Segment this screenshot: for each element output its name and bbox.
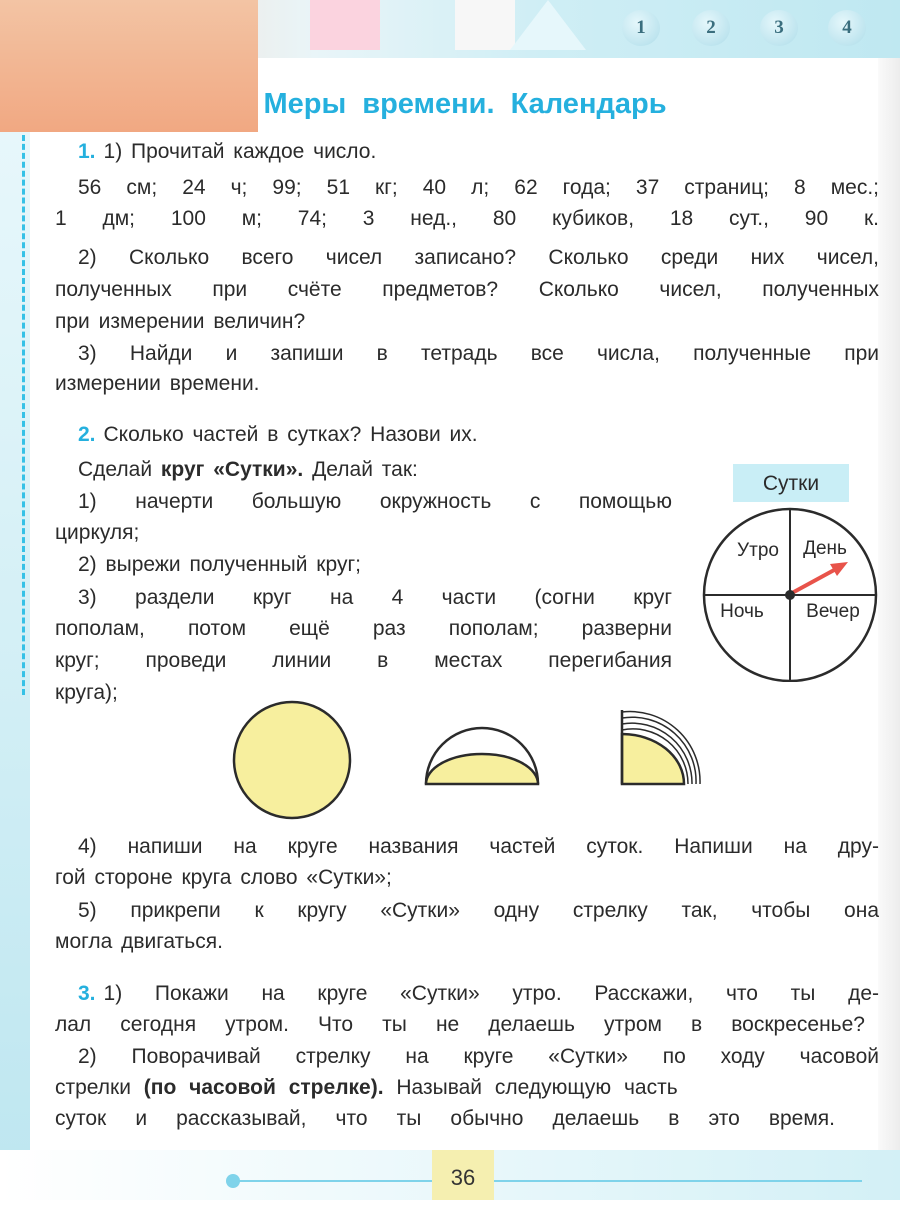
task-number: 2.	[78, 423, 96, 446]
task2-line: 2) вырежи полученный круг;	[78, 553, 361, 576]
part-night: Ночь	[720, 601, 764, 622]
half-circle-shape	[426, 754, 538, 784]
task1-line: 3) Найди и запиши в тетрадь все числа, полученные при	[78, 342, 879, 365]
page-edge	[878, 58, 900, 1200]
task1-line: 2) Сколько всего чисел записано? Сколько среди них чисел,	[78, 246, 879, 269]
decor-triangle	[510, 0, 586, 50]
task1-line: измерении времени.	[55, 372, 260, 395]
part-day: День	[803, 538, 847, 559]
task2-line: 3) раздели круг на 4 части (согни круг	[78, 586, 672, 609]
task2-line: могла двигаться.	[55, 930, 223, 953]
task-number: 3.	[78, 982, 96, 1005]
step-indicators	[622, 10, 872, 46]
task-text: стрелки	[55, 1076, 144, 1099]
footer-dot	[226, 1174, 240, 1188]
task2-line: циркуля;	[55, 521, 140, 544]
task-number: 1.	[78, 140, 96, 163]
step-circle: 3	[760, 10, 798, 46]
task3-line	[55, 1073, 856, 1103]
diagram-label: Сутки	[762, 472, 820, 495]
task1-line: 56 см; 24 ч; 99; 51 кг; 40 л; 62 года; 37 страниц; 8 мес.;	[78, 176, 879, 199]
day-circle-diagram	[700, 462, 880, 682]
task-text: Делай так:	[303, 458, 418, 481]
task-text: Сколько частей в сутках? Назови их.	[103, 423, 478, 446]
full-circle-shape	[234, 702, 350, 818]
arrow-pivot	[785, 590, 795, 600]
task2-line: пополам, потом ещё раз пополам; разверни	[55, 617, 672, 640]
task3-line	[78, 979, 879, 1009]
task2-line: круга);	[55, 681, 118, 704]
step-circle: 1	[622, 10, 660, 46]
margin-dashed-line	[22, 135, 25, 695]
step-circle: 2	[692, 10, 730, 46]
task1-line	[78, 137, 879, 167]
part-morning: Утро	[737, 540, 779, 561]
folding-illustration	[230, 700, 710, 820]
task-text: 1) Покажи на круге «Сутки» утро. Расскажи, что ты де-	[103, 982, 879, 1005]
task2-line: круг; проведи линии в местах перегибания	[55, 649, 672, 672]
task2-line: гой стороне круга слово «Сутки»;	[55, 866, 392, 889]
task1-line: 1 дм; 100 м; 74; 3 нед., 80 кубиков, 18 сут., 90 к.	[55, 207, 879, 230]
task-text-bold: круг «Сутки».	[160, 458, 304, 481]
task1-line: при измерении величин?	[55, 310, 306, 333]
task3-line: лал сегодня утром. Что ты не делаешь утром в воскресенье?	[55, 1013, 865, 1036]
task2-line: 5) прикрепи к кругу «Сутки» одну стрелку так, чтобы она	[78, 899, 879, 922]
task2-line: 4) напиши на круге названия частей суток. Напиши на дру-	[78, 835, 879, 858]
page-title: Меры времени. Календарь	[263, 88, 667, 120]
decor-square	[455, 0, 515, 50]
task-text-bold: (по часовой стрелке).	[143, 1076, 384, 1099]
task1-line: полученных при счёте предметов? Сколько чисел, полученных	[55, 278, 879, 301]
left-decor-band	[0, 132, 30, 1200]
footer-line	[232, 1180, 862, 1182]
task-text: 1) Прочитай каждое число.	[103, 140, 377, 163]
decor-square	[310, 0, 380, 50]
task2-line: 1) начерти большую окружность с помощью	[78, 490, 672, 513]
task-text: Сделай	[78, 458, 161, 481]
task2-line	[78, 420, 879, 450]
task3-line: суток и рассказывай, что ты обычно делаешь в это время.	[55, 1107, 835, 1130]
task3-line: 2) Поворачивай стрелку на круге «Сутки» по ходу часовой	[78, 1045, 879, 1068]
page-number: 36	[432, 1150, 494, 1200]
part-evening: Вечер	[806, 601, 860, 622]
step-circle: 4	[828, 10, 866, 46]
task-text: Называй следующую часть	[383, 1076, 678, 1099]
